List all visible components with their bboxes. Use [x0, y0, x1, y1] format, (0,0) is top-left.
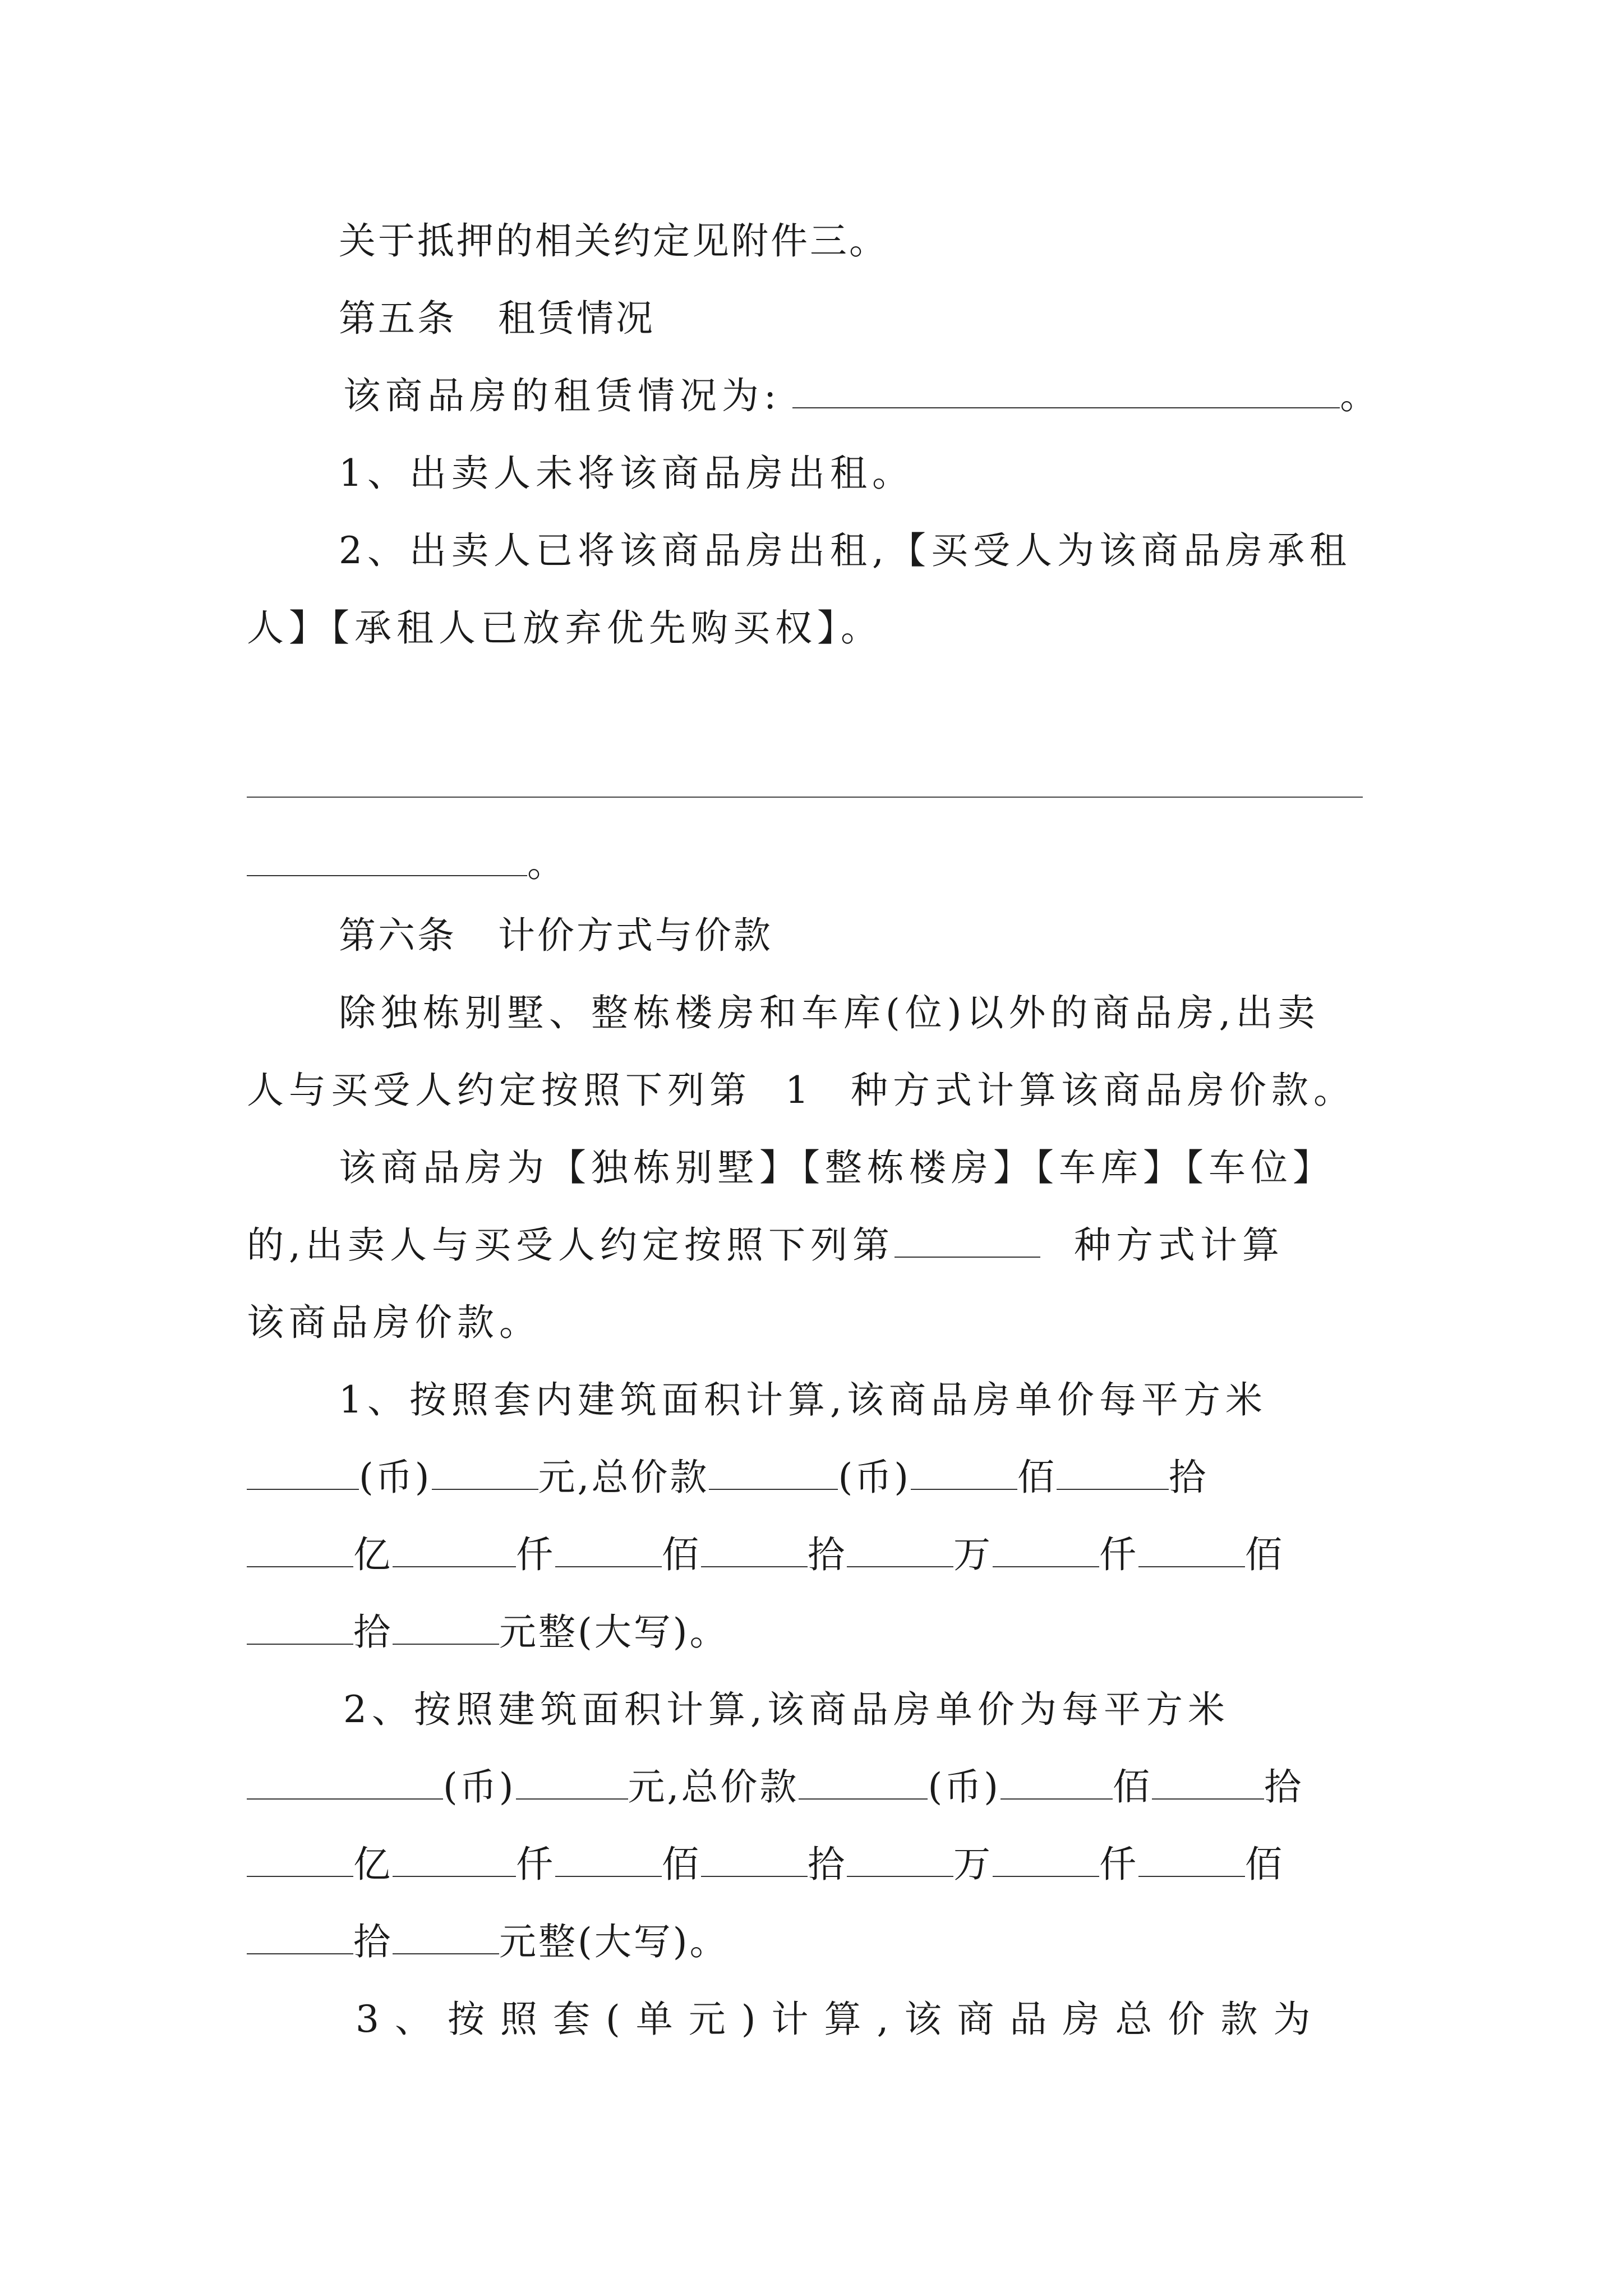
- method-1-amount-line: 亿 仟 佰 拾 万 仟 佰: [247, 1533, 1284, 1577]
- blank-rule-short-line: 。: [247, 841, 566, 886]
- amount-field[interactable]: [847, 1843, 953, 1877]
- amount-field[interactable]: [993, 1843, 1099, 1877]
- lease-option-2-cont: 人】【承租人已放弃优先购买权】。: [247, 606, 883, 650]
- lease-option-1: 1、出卖人未将该商品房出租。: [339, 452, 914, 495]
- method-2-amount-line: 亿 仟 佰 拾 万 仟 佰: [247, 1842, 1284, 1887]
- currency-field[interactable]: [709, 1456, 838, 1490]
- lease-option-2: 2、出卖人已将该商品房出租,【买受人为该商品房承租: [339, 529, 1352, 572]
- amount-field[interactable]: [247, 1611, 353, 1645]
- method-3-heading: 3、按照套(单元)计算,该商品房总价款为: [356, 1998, 1326, 2041]
- amount-field[interactable]: [993, 1534, 1099, 1567]
- special-property-cont-2: 该商品房价款。: [247, 1301, 541, 1344]
- article-title: 租赁情况: [498, 297, 655, 340]
- pricing-intro: 除独栋别墅、整栋楼房和车库(位)以外的商品房,出卖: [339, 991, 1320, 1034]
- amount-field[interactable]: [393, 1843, 516, 1877]
- amount-field[interactable]: [911, 1456, 1017, 1490]
- currency-field[interactable]: [247, 1456, 359, 1490]
- currency-field[interactable]: [247, 1766, 443, 1800]
- article-number: 第五条: [339, 297, 457, 340]
- unit-price-field[interactable]: [516, 1766, 628, 1800]
- method-2-price-line: (币) 元,总价款 (币) 佰 拾: [247, 1765, 1303, 1810]
- article-5-heading: [339, 296, 655, 341]
- amount-field[interactable]: [1152, 1766, 1264, 1800]
- special-property-line: 该商品房为【独栋别墅】【整栋楼房】【车库】【车位】: [339, 1146, 1335, 1189]
- blank-rule-short[interactable]: [247, 843, 527, 876]
- article-title: 计价方式与价款: [498, 914, 773, 957]
- pricing-intro-cont: 人与买受人约定按照下列第 1 种方式计算该商品房价款。: [247, 1069, 1355, 1112]
- currency-field[interactable]: [799, 1766, 928, 1800]
- amount-field[interactable]: [701, 1534, 808, 1567]
- lease-status-field[interactable]: [792, 375, 1340, 408]
- amount-field[interactable]: [1138, 1843, 1245, 1877]
- lease-status-line: 该商品房的租赁情况为: 。: [343, 374, 1382, 417]
- amount-field[interactable]: [1057, 1456, 1169, 1490]
- method-1-price-line: (币) 元,总价款 (币) 佰 拾: [247, 1455, 1208, 1500]
- special-property-cont: 的,出卖人与买受人约定按照下列第 种方式计算: [247, 1223, 1284, 1267]
- method-number: 1: [785, 1069, 814, 1112]
- method-1-amount-end: 拾 元整(大写)。: [247, 1610, 729, 1655]
- amount-field[interactable]: [247, 1921, 353, 1954]
- amount-field[interactable]: [247, 1843, 353, 1877]
- method-2-amount-end: 拾 元整(大写)。: [247, 1920, 729, 1964]
- method-choice-field[interactable]: [895, 1224, 1040, 1258]
- amount-field[interactable]: [1138, 1534, 1245, 1567]
- blank-rule-long[interactable]: [247, 797, 1363, 798]
- article-6-heading: [339, 913, 773, 958]
- method-1-heading: 1、按照套内建筑面积计算,该商品房单价每平方米: [339, 1378, 1267, 1421]
- method-2-heading: 2、按照建筑面积计算,该商品房单价为每平方米: [343, 1688, 1230, 1731]
- amount-field[interactable]: [555, 1843, 662, 1877]
- amount-field[interactable]: [247, 1534, 353, 1567]
- unit-price-field[interactable]: [432, 1456, 538, 1490]
- mortgage-note: 关于抵押的相关约定见附件三。: [339, 219, 888, 263]
- amount-field[interactable]: [393, 1534, 516, 1567]
- amount-field[interactable]: [847, 1534, 953, 1567]
- amount-field[interactable]: [393, 1921, 499, 1954]
- amount-field[interactable]: [701, 1843, 808, 1877]
- article-number: 第六条: [339, 914, 457, 957]
- amount-field[interactable]: [1000, 1766, 1113, 1800]
- amount-field[interactable]: [555, 1534, 662, 1567]
- amount-field[interactable]: [393, 1611, 499, 1645]
